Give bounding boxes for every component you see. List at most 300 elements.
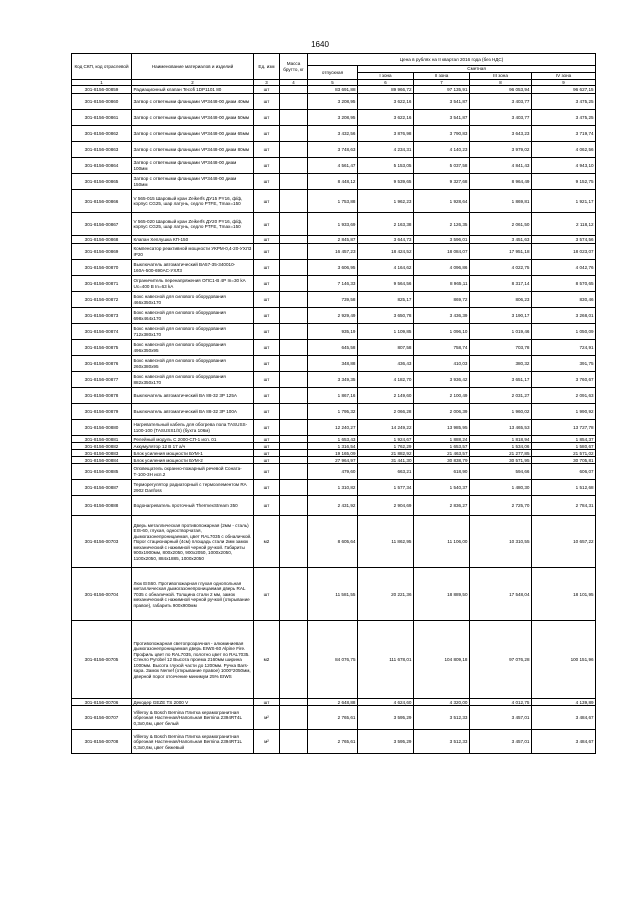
cell-zone-4: 96 627,15 [532, 86, 596, 94]
cell-mass [280, 324, 308, 340]
cell-zone-3: 3 457,01 [470, 706, 532, 730]
cell-code: 301-8156-00878 [72, 388, 132, 404]
cell-release: 16 457,23 [308, 244, 358, 260]
cell-code: 301-8156-00866 [72, 190, 132, 213]
cell-unit: шт [254, 244, 280, 260]
cell-zone-2: 18 889,50 [414, 568, 470, 621]
cell-name: Villeroy & Bosch Bernina Плитка керамогранитная обрезная Настенная/Напольная Bernina 2394RT1L 0,3x0,6м, цвет бежевый [132, 730, 254, 754]
cell-mass [280, 388, 308, 404]
cell-zone-1: 18 424,52 [358, 244, 414, 260]
cell-mass [280, 730, 308, 754]
cell-unit: шт [254, 110, 280, 126]
cell-zone-1: 3 622,16 [358, 94, 414, 110]
cell-name: Аккумулятор 12 В 17 а/ч [132, 443, 254, 450]
table-row [72, 110, 596, 126]
cell-name: Затвор с ответными фланцами VP3448-00 диам 80мм [132, 142, 254, 158]
cell-release: 84 076,75 [308, 621, 358, 699]
cell-zone-2: 3 436,39 [414, 308, 470, 324]
cell-zone-3: 3 651,17 [470, 372, 532, 388]
table-row [72, 158, 596, 174]
cell-release: 2 431,92 [308, 496, 358, 516]
cell-mass [280, 236, 308, 244]
cell-unit: шт [254, 340, 280, 356]
cell-zone-2: 3 512,33 [414, 706, 470, 730]
cell-code: 301-8156-00860 [72, 94, 132, 110]
cell-zone-4: 1 990,92 [532, 404, 596, 420]
cell-zone-3: 1 534,06 [470, 443, 532, 450]
cell-mass [280, 260, 308, 276]
cell-zone-4: 3 760,67 [532, 372, 596, 388]
table-row [72, 260, 596, 276]
cell-name: Бокс навесной для силового оборудования 882x350x170 [132, 372, 254, 388]
cell-name: Оповещатель охранно-пожарный речевой Соната-Т-100-3Н исп.2 [132, 464, 254, 480]
cell-release: 739,58 [308, 292, 358, 308]
cell-zone-3: 2 061,50 [470, 213, 532, 236]
cell-release: 7 146,33 [308, 276, 358, 292]
cell-zone-3: 17 548,04 [470, 568, 532, 621]
cell-mass [280, 443, 308, 450]
table-row [72, 568, 596, 621]
cell-zone-2: 3 790,83 [414, 126, 470, 142]
cell-release: 2 765,61 [308, 730, 358, 754]
table-row [72, 706, 596, 730]
cell-name: Нагревательный кабель для обогрева пола TASUSS-1100-100 (TASUSS1/S) (бухта 106м) [132, 420, 254, 436]
cell-name: V 565-020 Шаровый кран Zeikerfs ДУ20 PY16, ф/ф, корпус CG25, шар латунь, седло PTFE, Tmax=150 [132, 213, 254, 236]
cell-zone-3: 17 951,18 [470, 244, 532, 260]
col-number: 6 [358, 80, 414, 86]
cell-mass [280, 190, 308, 213]
cell-zone-4: 13 727,78 [532, 420, 596, 436]
cell-zone-3: 21 277,85 [470, 450, 532, 457]
cell-unit: шт [254, 388, 280, 404]
cell-zone-2: 1 653,57 [414, 443, 470, 450]
cell-zone-2: 758,74 [414, 340, 470, 356]
cell-name: Затвор с ответными фланцами VP3448-00 диам 50мм [132, 110, 254, 126]
cell-zone-3: 4 012,75 [470, 699, 532, 706]
cell-name: Терморегулятор радиаторный с термоэлементом RA 2902 Danfoss [132, 480, 254, 496]
cell-zone-4: 100 151,96 [532, 621, 596, 699]
cell-zone-3: 3 451,63 [470, 236, 532, 244]
col-number: 8 [470, 80, 532, 86]
cell-zone-2: 3 541,87 [414, 94, 470, 110]
cell-zone-1: 1 109,85 [358, 324, 414, 340]
cell-name: Водонагреватель проточный ThermexStream 350 [132, 496, 254, 516]
cell-unit: шт [254, 86, 280, 94]
table-row [72, 436, 596, 443]
cell-code: 301-8156-00868 [72, 236, 132, 244]
cell-zone-2: 21 463,57 [414, 450, 470, 457]
cell-name: Компенсатор реактивной мощности УКРМ-0,4-20-УХЛ3 IP20 [132, 244, 254, 260]
cell-zone-1: 3 622,16 [358, 110, 414, 126]
cell-name: Блок усиления мощности БУМ-1 [132, 450, 254, 457]
cell-unit: шт [254, 292, 280, 308]
cell-zone-4: 3 484,67 [532, 706, 596, 730]
cell-release: 3 606,95 [308, 260, 358, 276]
cell-zone-2: 869,72 [414, 292, 470, 308]
table-row [72, 213, 596, 236]
cell-zone-2: 4 140,23 [414, 142, 470, 158]
cell-zone-2: 2 126,35 [414, 213, 470, 236]
price-table [71, 53, 596, 754]
table-row [72, 356, 596, 372]
cell-zone-2: 97 135,91 [414, 86, 470, 94]
cell-zone-4: 1 921,17 [532, 190, 596, 213]
cell-unit: шт [254, 420, 280, 436]
cell-mass [280, 86, 308, 94]
cell-release: 2 929,49 [308, 308, 358, 324]
cell-unit: шт [254, 142, 280, 158]
cell-zone-2: 410,03 [414, 356, 470, 372]
cell-mass [280, 464, 308, 480]
cell-zone-2: 3 541,87 [414, 110, 470, 126]
cell-code: 301-8156-00867 [72, 213, 132, 236]
cell-zone-1: 9 564,56 [358, 276, 414, 292]
cell-zone-3: 380,32 [470, 356, 532, 372]
cell-name: Затвор с ответными фланцами VP3448-00 диам 100мм [132, 158, 254, 174]
cell-zone-4: 10 657,22 [532, 516, 596, 568]
cell-unit: шт [254, 213, 280, 236]
cell-mass [280, 174, 308, 190]
cell-zone-1: 2 066,28 [358, 404, 414, 420]
table-row [72, 496, 596, 516]
cell-mass [280, 340, 308, 356]
cell-zone-1: 3 595,29 [358, 730, 414, 754]
cell-code: 301-8156-00876 [72, 356, 132, 372]
cell-unit: шт [254, 94, 280, 110]
cell-zone-3: 1 960,02 [470, 404, 532, 420]
cell-zone-2: 13 985,95 [414, 420, 470, 436]
cell-zone-3: 703,78 [470, 340, 532, 356]
cell-unit: м² [254, 730, 280, 754]
table-row [72, 292, 596, 308]
table-row [72, 142, 596, 158]
cell-zone-2: 8 965,11 [414, 276, 470, 292]
cell-mass [280, 308, 308, 324]
cell-zone-4: 830,46 [532, 292, 596, 308]
cell-zone-1: 663,21 [358, 464, 414, 480]
cell-code: 301-8156-00873 [72, 308, 132, 324]
cell-zone-4: 2 091,63 [532, 388, 596, 404]
cell-name: Дверь металлическая противопожарная (2мм - сталь) EIS-60, глухая, одностворчатая, дымогазонепроницаемая, цвет RAL7035 с обналичкой. Порог стационарный (4см) площадь стали 2мм замок механический с нажимной черной ручкой. Габариты 900x1900мм, 800x2050, 900x2050, 1000x2050, 1100x2050, 884x1885, 1000x2050 [132, 516, 254, 568]
header-estimate: Сметная [358, 66, 596, 73]
cell-zone-4: 9 152,75 [532, 174, 596, 190]
header-price-title: Цена в рублях на II квартал 2016 года (без НДС) [308, 54, 596, 66]
cell-unit: шт [254, 372, 280, 388]
cell-release: 8 448,12 [308, 174, 358, 190]
cell-code: 301-8156-00885 [72, 464, 132, 480]
cell-zone-2: 1 096,10 [414, 324, 470, 340]
cell-name: Блок усиления мощности БУМ-2 [132, 457, 254, 464]
header-code: Код СКП, код отраслевой [72, 54, 132, 80]
cell-zone-4: 2 784,31 [532, 496, 596, 516]
cell-name: Бокс навесной для силового оборудования 466x350x170 [132, 292, 254, 308]
cell-code: 301-8156-00875 [72, 340, 132, 356]
cell-zone-3: 2 031,27 [470, 388, 532, 404]
cell-unit: шт [254, 450, 280, 457]
col-number: 7 [414, 80, 470, 86]
cell-mass [280, 244, 308, 260]
cell-name: Villeroy & Bosch Bernina Плитка керамогранитная обрезная Настенная/Напольная Bernina 2394RT4L 0,3x0,6м, цвет белый [132, 706, 254, 730]
cell-code: 301-8156-00704 [72, 568, 132, 621]
cell-code: 301-8156-00703 [72, 516, 132, 568]
cell-zone-4: 18 101,95 [532, 568, 596, 621]
cell-zone-3: 1 480,30 [470, 480, 532, 496]
cell-release: 3 208,95 [308, 94, 358, 110]
cell-zone-1: 3 650,78 [358, 308, 414, 324]
table-row [72, 276, 596, 292]
table-row [72, 404, 596, 420]
cell-unit: шт [254, 158, 280, 174]
table-row [72, 340, 596, 356]
cell-zone-3: 3 643,23 [470, 126, 532, 142]
cell-code: 301-8156-00881 [72, 436, 132, 443]
cell-zone-2: 2 836,27 [414, 496, 470, 516]
cell-mass [280, 420, 308, 436]
cell-mass [280, 480, 308, 496]
cell-zone-1: 1 924,67 [358, 436, 414, 443]
table-row [72, 450, 596, 457]
col-number: 5 [308, 80, 358, 86]
cell-mass [280, 516, 308, 568]
cell-zone-4: 3 268,01 [532, 308, 596, 324]
cell-zone-3: 30 571,95 [470, 457, 532, 464]
cell-zone-2: 2 006,39 [414, 404, 470, 420]
cell-code: 301-8156-00882 [72, 443, 132, 450]
cell-mass [280, 94, 308, 110]
cell-unit: шт [254, 404, 280, 420]
cell-unit: шт [254, 356, 280, 372]
cell-zone-3: 594,66 [470, 464, 532, 480]
cell-unit: шт [254, 436, 280, 443]
cell-zone-1: 807,58 [358, 340, 414, 356]
cell-zone-3: 10 310,55 [470, 516, 532, 568]
cell-name: Люк EIS60. Противопожарная глухая однопольная металлическая дымогазонепроницаемая дверь RAL 7035 с обналичкой. Толщина стали 2 мм, замок механический с нажимной черной ручкой (открывание правое), габарить 900x900мм [132, 568, 254, 621]
cell-zone-3: 3 457,01 [470, 730, 532, 754]
cell-code: 301-8156-00707 [72, 706, 132, 730]
header-zone-3: III зона [470, 73, 532, 80]
cell-zone-4: 3 574,56 [532, 236, 596, 244]
cell-code: 301-8156-00705 [72, 621, 132, 699]
cell-mass [280, 457, 308, 464]
cell-unit: шт [254, 568, 280, 621]
cell-zone-1: 436,43 [358, 356, 414, 372]
cell-zone-1: 3 876,98 [358, 126, 414, 142]
cell-mass [280, 276, 308, 292]
cell-code: 301-8156-00888 [72, 496, 132, 516]
cell-code: 301-8156-00874 [72, 324, 132, 340]
cell-zone-1: 14 249,22 [358, 420, 414, 436]
cell-mass [280, 568, 308, 621]
cell-zone-2: 11 106,00 [414, 516, 470, 568]
cell-zone-2: 18 084,07 [414, 244, 470, 260]
cell-mass [280, 126, 308, 142]
cell-zone-4: 4 042,76 [532, 260, 596, 276]
table-row [72, 516, 596, 568]
cell-mass [280, 450, 308, 457]
cell-release: 11 581,55 [308, 568, 358, 621]
table-row [72, 190, 596, 213]
cell-unit: шт [254, 126, 280, 142]
cell-zone-1: 4 234,31 [358, 142, 414, 158]
col-number: 1 [72, 80, 132, 86]
cell-zone-2: 1 888,24 [414, 436, 470, 443]
cell-name: Затвор с ответными фланцами VP3448-00 диам 40мм [132, 94, 254, 110]
cell-zone-2: 2 100,49 [414, 388, 470, 404]
cell-zone-2: 3 936,42 [414, 372, 470, 388]
table-body [72, 86, 596, 754]
page-number: 1640 [311, 40, 329, 49]
cell-zone-2: 3 596,01 [414, 236, 470, 244]
header-mass: Масса брутто, кг [280, 54, 308, 80]
cell-name: Затвор с ответными фланцами VP3448-00 диам 150мм [132, 174, 254, 190]
cell-zone-1: 3 644,73 [358, 236, 414, 244]
cell-release: 348,88 [308, 356, 358, 372]
cell-release: 1 795,32 [308, 404, 358, 420]
cell-name: Выключатель автоматический ВА 88-32 3Р 125А [132, 388, 254, 404]
cell-mass [280, 158, 308, 174]
cell-release: 4 561,47 [308, 158, 358, 174]
table-row [72, 174, 596, 190]
cell-zone-3: 1 818,94 [470, 436, 532, 443]
table-row [72, 94, 596, 110]
cell-release: 1 867,16 [308, 388, 358, 404]
cell-zone-2: 5 037,58 [414, 158, 470, 174]
cell-release: 8 605,64 [308, 516, 358, 568]
cell-code: 301-8156-00864 [72, 158, 132, 174]
cell-zone-2: 3 512,33 [414, 730, 470, 754]
cell-name: Бокс навесной для силового оборудования 712x380x170 [132, 324, 254, 340]
cell-release: 19 165,09 [308, 450, 358, 457]
cell-name: Выключатель автоматический ВА 88-32 3Р 100А [132, 404, 254, 420]
cell-unit: м2 [254, 516, 280, 568]
cell-code: 301-8156-00865 [72, 174, 132, 190]
table-row [72, 308, 596, 324]
cell-zone-4: 1 512,68 [532, 480, 596, 496]
cell-zone-3: 1 019,46 [470, 324, 532, 340]
cell-mass [280, 699, 308, 706]
table-row [72, 388, 596, 404]
cell-mass [280, 213, 308, 236]
cell-unit: шт [254, 699, 280, 706]
cell-zone-3: 3 403,77 [470, 94, 532, 110]
col-number: 4 [280, 80, 308, 86]
cell-zone-4: 18 023,07 [532, 244, 596, 260]
cell-name: Бокс навесной для силового оборудования 496x350x95 [132, 340, 254, 356]
cell-zone-1: 11 862,95 [358, 516, 414, 568]
cell-code: 301-8156-00884 [72, 457, 132, 464]
cell-zone-1: 2 149,60 [358, 388, 414, 404]
cell-zone-3: 3 403,77 [470, 110, 532, 126]
cell-zone-1: 9 539,65 [358, 174, 414, 190]
cell-zone-3: 8 964,49 [470, 174, 532, 190]
cell-zone-4: 1 580,67 [532, 443, 596, 450]
cell-zone-4: 1 050,09 [532, 324, 596, 340]
cell-release: 2 845,87 [308, 236, 358, 244]
cell-unit: м² [254, 706, 280, 730]
cell-zone-1: 825,17 [358, 292, 414, 308]
cell-release: 2 648,88 [308, 699, 358, 706]
cell-zone-3: 3 190,17 [470, 308, 532, 324]
cell-name: Радиационный клапан Tecofi 1DP1101 80 [132, 86, 254, 94]
cell-release: 3 748,63 [308, 142, 358, 158]
cell-zone-2: 30 838,79 [414, 457, 470, 464]
cell-zone-4: 8 570,65 [532, 276, 596, 292]
table-row [72, 621, 596, 699]
cell-zone-4: 1 854,37 [532, 436, 596, 443]
col-number: 2 [132, 80, 254, 86]
cell-unit: шт [254, 464, 280, 480]
cell-code: 301-8156-00883 [72, 450, 132, 457]
cell-zone-4: 4 943,10 [532, 158, 596, 174]
cell-zone-2: 9 327,68 [414, 174, 470, 190]
cell-unit: шт [254, 190, 280, 213]
cell-zone-4: 391,75 [532, 356, 596, 372]
cell-release: 2 765,61 [308, 706, 358, 730]
cell-mass [280, 706, 308, 730]
table-row [72, 126, 596, 142]
table-row [72, 86, 596, 94]
cell-zone-4: 3 484,67 [532, 730, 596, 754]
cell-name: Выключатель автоматический ВА57-35-340010-160А-500-690АС-УХЛ3 [132, 260, 254, 276]
cell-code: 301-8156-00872 [72, 292, 132, 308]
cell-code: 301-8156-00862 [72, 126, 132, 142]
cell-mass [280, 372, 308, 388]
cell-unit: шт [254, 276, 280, 292]
table-row [72, 324, 596, 340]
table-row [72, 420, 596, 436]
cell-zone-1: 89 966,72 [358, 86, 414, 94]
cell-release: 479,60 [308, 464, 358, 480]
cell-code: 301-8156-00877 [72, 372, 132, 388]
cell-zone-1: 31 441,30 [358, 457, 414, 464]
cell-release: 12 240,27 [308, 420, 358, 436]
cell-code: 301-8156-00863 [72, 142, 132, 158]
cell-code: 301-8156-00871 [72, 276, 132, 292]
cell-release: 645,58 [308, 340, 358, 356]
cell-unit: шт [254, 480, 280, 496]
cell-unit: шт [254, 443, 280, 450]
cell-release: 83 691,88 [308, 86, 358, 94]
cell-zone-3: 2 725,70 [470, 496, 532, 516]
cell-zone-3: 806,23 [470, 292, 532, 308]
cell-zone-4: 4 062,56 [532, 142, 596, 158]
cell-zone-1: 1 962,23 [358, 190, 414, 213]
cell-name: Бокс навесной для силового оборудования 260x380x95 [132, 356, 254, 372]
cell-zone-1: 5 153,05 [358, 158, 414, 174]
cell-release: 3 349,35 [308, 372, 358, 388]
cell-zone-1: 1 577,34 [358, 480, 414, 496]
header-name: Наименование материалов и изделий [132, 54, 254, 80]
header-zone-4: IV зона [532, 73, 596, 80]
cell-zone-2: 618,90 [414, 464, 470, 480]
cell-unit: м2 [254, 621, 280, 699]
cell-release: 27 964,97 [308, 457, 358, 464]
cell-code: 301-8156-00706 [72, 699, 132, 706]
cell-zone-3: 96 053,94 [470, 86, 532, 94]
cell-mass [280, 292, 308, 308]
col-number: 3 [254, 80, 280, 86]
cell-mass [280, 436, 308, 443]
cell-zone-3: 4 841,43 [470, 158, 532, 174]
cell-zone-4: 21 571,02 [532, 450, 596, 457]
cell-release: 3 208,95 [308, 110, 358, 126]
cell-release: 1 316,54 [308, 443, 358, 450]
cell-zone-1: 4 164,62 [358, 260, 414, 276]
table-row [72, 443, 596, 450]
cell-name: Клапан Хеплушка КП-150 [132, 236, 254, 244]
cell-zone-4: 3 475,25 [532, 110, 596, 126]
cell-zone-3: 13 465,53 [470, 420, 532, 436]
